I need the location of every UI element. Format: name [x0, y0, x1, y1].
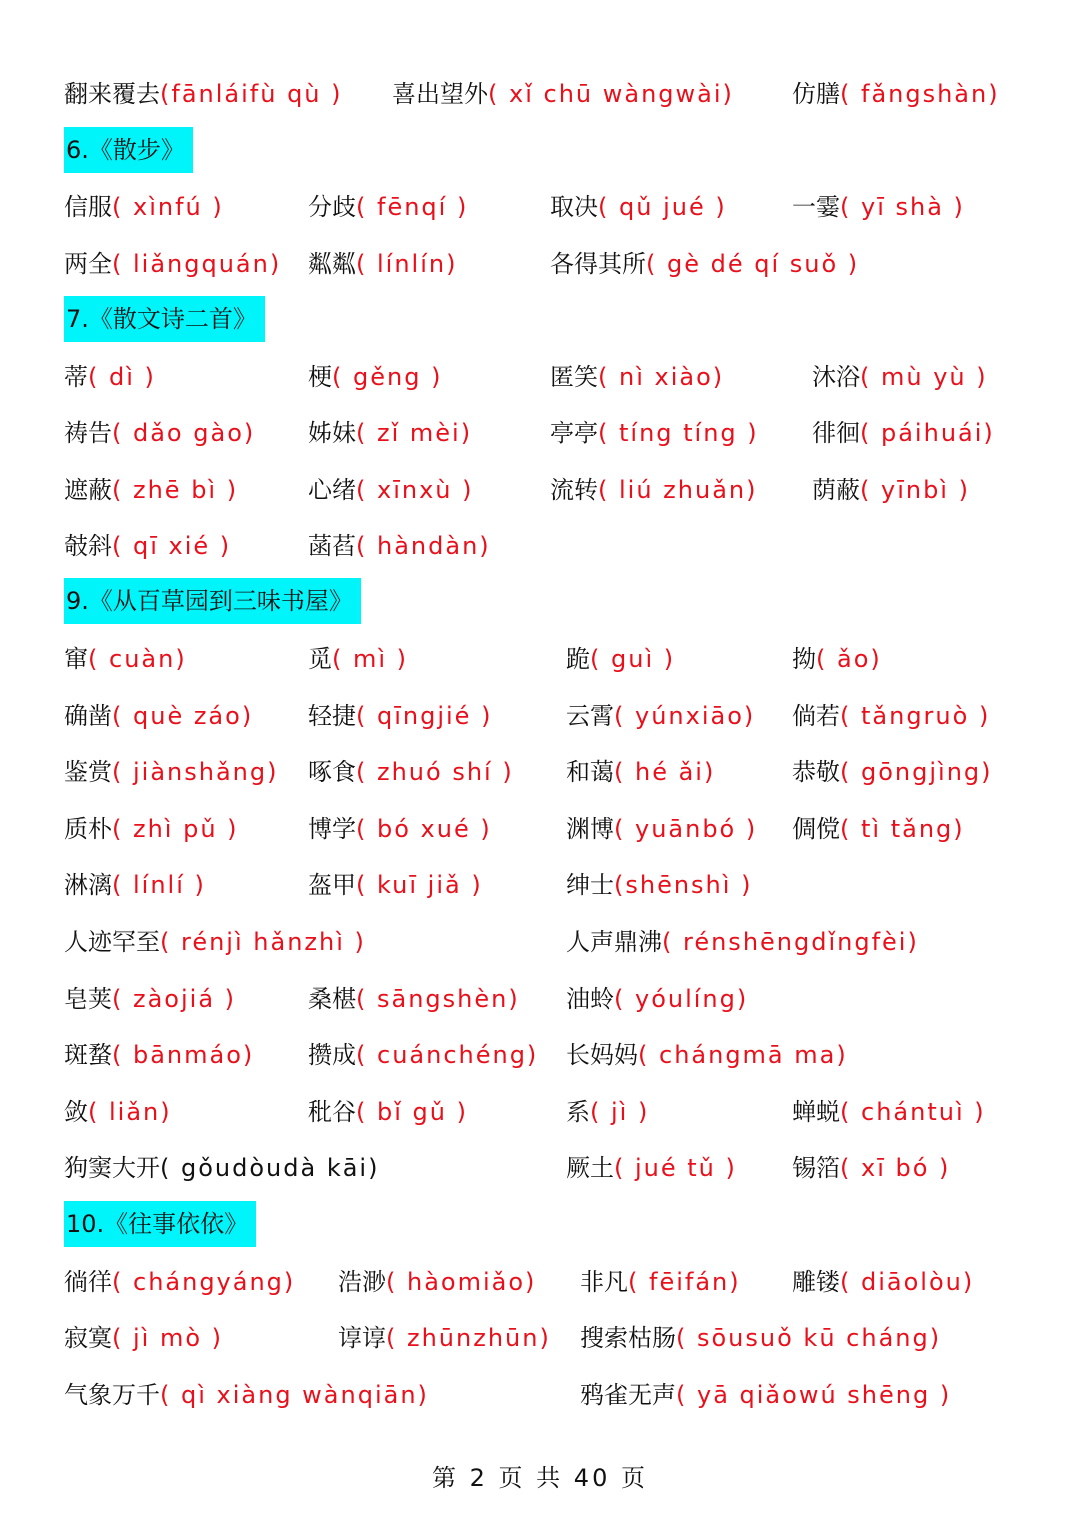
- vocab-item: [64, 244, 281, 284]
- vocab-word: 非凡: [580, 1268, 628, 1296]
- vocab-pinyin: ( zhì pǔ ): [112, 815, 239, 843]
- vocab-pinyin: ( zàojiá ): [112, 985, 237, 1013]
- vocab-pinyin: ( línlí ): [112, 871, 206, 899]
- vocab-pinyin: ( hé ǎi): [614, 758, 716, 786]
- vocab-word: 心绪: [308, 476, 356, 504]
- vocab-item: [338, 1318, 551, 1358]
- vocab-word: 质朴: [64, 815, 112, 843]
- vocab-word: 皂荚: [64, 985, 112, 1013]
- vocab-word: 人迹罕至: [64, 928, 160, 956]
- vocab-pinyin: ( jì mò ): [112, 1324, 224, 1352]
- vocab-row: [0, 979, 1080, 1019]
- vocab-item: [64, 1035, 254, 1075]
- vocab-word: 狗窦大开: [64, 1154, 160, 1182]
- vocab-row: [0, 696, 1080, 736]
- vocab-item: [308, 696, 492, 736]
- vocab-item: [64, 1375, 429, 1415]
- vocab-pinyin: ( yīnbì ): [860, 476, 970, 504]
- vocab-word: 分歧: [308, 193, 356, 221]
- vocab-pinyin: ( chángyáng): [112, 1268, 296, 1296]
- vocab-pinyin: ( gōngjìng): [840, 758, 993, 786]
- vocab-item: [64, 922, 366, 962]
- vocab-pinyin: ( zhē bì ): [112, 476, 239, 504]
- vocab-pinyin: ( zhūnzhūn): [386, 1324, 551, 1352]
- vocab-row: [0, 1318, 1080, 1358]
- vocab-pinyin: ( diāolòu): [840, 1268, 975, 1296]
- vocab-item: [308, 244, 457, 284]
- vocab-item: [792, 187, 965, 227]
- vocab-item: [566, 865, 752, 905]
- vocab-pinyin: ( liǎngquán): [112, 250, 282, 278]
- vocab-word: 拗: [792, 645, 816, 673]
- vocab-item: [566, 809, 757, 849]
- section-heading: 10.《往事依依》: [64, 1201, 256, 1247]
- vocab-word: 人声鼎沸: [566, 928, 662, 956]
- vocab-pinyin: ( mì ): [332, 645, 409, 673]
- vocab-pinyin: ( chántuì ): [840, 1098, 986, 1126]
- vocab-pinyin: ( sōusuǒ kū cháng): [676, 1324, 942, 1352]
- vocab-pinyin: ( gǒudòudà kāi): [160, 1154, 380, 1182]
- vocab-item: [792, 752, 993, 792]
- vocab-pinyin: ( dì ): [88, 363, 156, 391]
- vocab-word: 荫蔽: [812, 476, 860, 504]
- vocab-word: 轻捷: [308, 702, 356, 730]
- vocab-word: 姊妹: [308, 419, 356, 447]
- vocab-word: 祷告: [64, 419, 112, 447]
- vocab-pinyin: ( fēnqí ): [356, 193, 469, 221]
- vocab-word: 绅士: [566, 871, 614, 899]
- vocab-pinyin: ( qǔ jué ): [598, 193, 727, 221]
- vocab-item: [566, 979, 748, 1019]
- vocab-pinyin: ( bǐ gǔ ): [356, 1098, 468, 1126]
- vocab-row: [0, 74, 1080, 114]
- vocab-item: [792, 696, 990, 736]
- vocab-word: 谆谆: [338, 1324, 386, 1352]
- vocab-row: [0, 187, 1080, 227]
- vocab-pinyin: ( bānmáo): [112, 1041, 255, 1069]
- vocab-pinyin: ( hàndàn): [356, 532, 491, 560]
- vocab-word: 亭亭: [550, 419, 598, 447]
- vocab-row: [0, 526, 1080, 566]
- vocab-item: [64, 639, 187, 679]
- vocab-row: [0, 1148, 1080, 1188]
- vocab-item: [308, 526, 491, 566]
- vocab-pinyin: ( línlín): [356, 250, 458, 278]
- vocab-pinyin: ( tíng tíng ): [598, 419, 759, 447]
- vocab-row: [0, 639, 1080, 679]
- vocab-row: [0, 922, 1080, 962]
- vocab-item: [566, 1148, 737, 1188]
- vocab-pinyin: ( yúnxiāo): [614, 702, 756, 730]
- vocab-word: 雕镂: [792, 1268, 840, 1296]
- vocab-pinyin: (shēnshì ): [614, 871, 753, 899]
- vocab-item: [308, 979, 520, 1019]
- vocab-row: [0, 244, 1080, 284]
- vocab-item: [308, 865, 483, 905]
- vocab-item: [812, 357, 988, 397]
- vocab-item: [64, 357, 156, 397]
- vocab-item: [566, 1092, 649, 1132]
- vocab-word: 系: [566, 1098, 590, 1126]
- vocab-word: 恭敬: [792, 758, 840, 786]
- vocab-word: 流转: [550, 476, 598, 504]
- vocab-pinyin: ( liú zhuǎn): [598, 476, 758, 504]
- vocab-item: [792, 74, 1000, 114]
- vocab-word: 确凿: [64, 702, 112, 730]
- vocab-item: [566, 639, 675, 679]
- vocab-item: [64, 526, 231, 566]
- vocab-pinyin: ( què záo): [112, 702, 254, 730]
- vocab-word: 寂寞: [64, 1324, 112, 1352]
- vocab-pinyin: ( tì tǎng): [840, 815, 965, 843]
- vocab-pinyin: ( rénjì hǎnzhì ): [160, 928, 366, 956]
- vocab-item: [550, 470, 757, 510]
- vocab-row: [0, 470, 1080, 510]
- vocab-row: [0, 1262, 1080, 1302]
- vocab-word: 一霎: [792, 193, 840, 221]
- vocab-item: [338, 1262, 536, 1302]
- vocab-pinyin: ( fēifán): [628, 1268, 741, 1296]
- vocab-pinyin: ( mù yù ): [860, 363, 988, 391]
- vocab-word: 匿笑: [550, 363, 598, 391]
- vocab-word: 浩渺: [338, 1268, 386, 1296]
- vocab-item: [550, 357, 724, 397]
- vocab-item: [566, 752, 715, 792]
- vocab-row: [0, 1092, 1080, 1132]
- vocab-word: 桑椹: [308, 985, 356, 1013]
- vocab-item: [64, 809, 239, 849]
- vocab-word: 菡萏: [308, 532, 356, 560]
- vocab-word: 淋漓: [64, 871, 112, 899]
- vocab-pinyin: ( yā qiǎowú shēng ): [676, 1381, 952, 1409]
- vocab-item: [64, 1148, 379, 1188]
- vocab-item: [64, 74, 343, 114]
- vocab-word: 蝉蜕: [792, 1098, 840, 1126]
- vocab-item: [566, 1035, 848, 1075]
- vocab-pinyin: ( gěng ): [332, 363, 443, 391]
- vocab-item: [580, 1318, 941, 1358]
- vocab-pinyin: ( páihuái): [860, 419, 995, 447]
- vocab-word: 云霄: [566, 702, 614, 730]
- vocab-item: [812, 470, 970, 510]
- vocab-word: 鉴赏: [64, 758, 112, 786]
- vocab-pinyin: ( qīngjié ): [356, 702, 493, 730]
- vocab-pinyin: ( qì xiàng wànqiān): [160, 1381, 429, 1409]
- vocab-pinyin: ( liǎn): [88, 1098, 172, 1126]
- vocab-pinyin: ( kuī jiǎ ): [356, 871, 483, 899]
- vocab-item: [64, 413, 255, 453]
- vocab-item: [64, 187, 224, 227]
- vocab-item: [792, 1092, 986, 1132]
- vocab-item: [812, 413, 995, 453]
- vocab-pinyin: ( cuánchéng): [356, 1041, 539, 1069]
- vocab-row: [0, 413, 1080, 453]
- vocab-word: 遮蔽: [64, 476, 112, 504]
- vocab-item: [64, 1262, 295, 1302]
- vocab-item: [308, 470, 473, 510]
- vocab-pinyin: ( tǎngruò ): [840, 702, 991, 730]
- vocab-pinyin: ( zhuó shí ): [356, 758, 514, 786]
- vocab-pinyin: ( xī bó ): [840, 1154, 951, 1182]
- vocab-row: [0, 752, 1080, 792]
- vocab-item: [550, 187, 727, 227]
- vocab-word: 各得其所: [550, 250, 646, 278]
- vocab-word: 斑蝥: [64, 1041, 112, 1069]
- vocab-pinyin: ( jué tǔ ): [614, 1154, 737, 1182]
- vocab-pinyin: ( yī shà ): [840, 193, 965, 221]
- vocab-item: [308, 357, 442, 397]
- vocab-item: [550, 413, 759, 453]
- section-heading: 6.《散步》: [64, 127, 193, 173]
- section-heading: 7.《散文诗二首》: [64, 296, 265, 342]
- vocab-item: [64, 470, 238, 510]
- vocab-word: 油蛉: [566, 985, 614, 1013]
- vocab-item: [792, 809, 965, 849]
- vocab-pinyin: ( zǐ mèi): [356, 419, 473, 447]
- vocab-item: [792, 1148, 950, 1188]
- vocab-item: [308, 1035, 538, 1075]
- vocab-pinyin: ( hàomiǎo): [386, 1268, 537, 1296]
- vocab-word: 气象万千: [64, 1381, 160, 1409]
- vocab-pinyin: ( jì ): [590, 1098, 650, 1126]
- vocab-item: [792, 639, 882, 679]
- vocab-word: 觅: [308, 645, 332, 673]
- vocab-row: [0, 357, 1080, 397]
- vocab-word: 鸦雀无声: [580, 1381, 676, 1409]
- vocab-row: [0, 865, 1080, 905]
- vocab-row: [0, 809, 1080, 849]
- vocab-word: 盔甲: [308, 871, 356, 899]
- vocab-word: 啄食: [308, 758, 356, 786]
- vocab-word: 梗: [308, 363, 332, 391]
- vocab-pinyin: ( xīnxù ): [356, 476, 474, 504]
- vocab-item: [64, 979, 236, 1019]
- vocab-pinyin: ( dǎo gào): [112, 419, 256, 447]
- vocab-word: 攒成: [308, 1041, 356, 1069]
- vocab-word: 信服: [64, 193, 112, 221]
- vocab-pinyin: ( jiànshǎng): [112, 758, 279, 786]
- vocab-item: [566, 696, 755, 736]
- vocab-word: 搜索枯肠: [580, 1324, 676, 1352]
- vocab-pinyin: ( rénshēngdǐngfèi): [662, 928, 919, 956]
- vocab-word: 两全: [64, 250, 112, 278]
- vocab-item: [308, 413, 472, 453]
- vocab-item: [64, 752, 278, 792]
- vocab-word: 窜: [64, 645, 88, 673]
- vocab-word: 粼粼: [308, 250, 356, 278]
- vocab-pinyin: ( guì ): [590, 645, 676, 673]
- vocab-pinyin: ( bó xué ): [356, 815, 492, 843]
- vocab-word: 和蔼: [566, 758, 614, 786]
- vocab-pinyin: ( sāngshèn): [356, 985, 520, 1013]
- vocab-item: [308, 187, 468, 227]
- vocab-word: 锡箔: [792, 1154, 840, 1182]
- vocab-item: [308, 1092, 468, 1132]
- page-footer: 第 2 页 共 40 页: [432, 1464, 648, 1492]
- vocab-item: [566, 922, 919, 962]
- vocab-word: 取决: [550, 193, 598, 221]
- vocab-pinyin: ( nì xiào): [598, 363, 725, 391]
- vocab-word: 敛: [64, 1098, 88, 1126]
- vocab-word: 厥土: [566, 1154, 614, 1182]
- vocab-word: 长妈妈: [566, 1041, 638, 1069]
- vocab-item: [64, 1092, 172, 1132]
- vocab-item: [392, 74, 734, 114]
- vocab-pinyin: ( gè dé qí suǒ ): [646, 250, 860, 278]
- vocab-pinyin: ( yóulíng): [614, 985, 749, 1013]
- vocab-item: [308, 752, 514, 792]
- vocab-item: [64, 865, 206, 905]
- vocab-pinyin: ( qī xié ): [112, 532, 232, 560]
- vocab-word: 翻来覆去: [64, 80, 160, 108]
- vocab-item: [580, 1262, 741, 1302]
- vocab-item: [550, 244, 859, 284]
- vocab-pinyin: ( yuānbó ): [614, 815, 758, 843]
- vocab-row: [0, 1375, 1080, 1415]
- section-heading: 9.《从百草园到三味书屋》: [64, 578, 361, 624]
- vocab-word: 秕谷: [308, 1098, 356, 1126]
- vocab-word: 徜徉: [64, 1268, 112, 1296]
- vocab-word: 博学: [308, 815, 356, 843]
- vocab-word: 攲斜: [64, 532, 112, 560]
- vocab-word: 倜傥: [792, 815, 840, 843]
- vocab-word: 徘徊: [812, 419, 860, 447]
- vocab-row: [0, 1035, 1080, 1075]
- vocab-word: 倘若: [792, 702, 840, 730]
- vocab-word: 蒂: [64, 363, 88, 391]
- vocab-word: 跪: [566, 645, 590, 673]
- vocab-word: 渊博: [566, 815, 614, 843]
- vocab-pinyin: ( fǎngshàn): [840, 80, 1000, 108]
- vocab-pinyin: ( xǐ chū wàngwài): [488, 80, 734, 108]
- vocab-pinyin: ( chángmā ma): [638, 1041, 848, 1069]
- vocab-pinyin: ( xìnfú ): [112, 193, 224, 221]
- vocab-pinyin: (fānláifù qù ): [160, 80, 343, 108]
- vocab-item: [792, 1262, 974, 1302]
- vocab-pinyin: ( cuàn): [88, 645, 187, 673]
- vocab-item: [308, 809, 492, 849]
- vocab-item: [64, 1318, 223, 1358]
- vocab-pinyin: ( ǎo): [816, 645, 882, 673]
- vocab-word: 喜出望外: [392, 80, 488, 108]
- vocab-word: 仿膳: [792, 80, 840, 108]
- vocab-item: [580, 1375, 951, 1415]
- vocab-word: 沐浴: [812, 363, 860, 391]
- vocab-item: [308, 639, 408, 679]
- vocab-item: [64, 696, 253, 736]
